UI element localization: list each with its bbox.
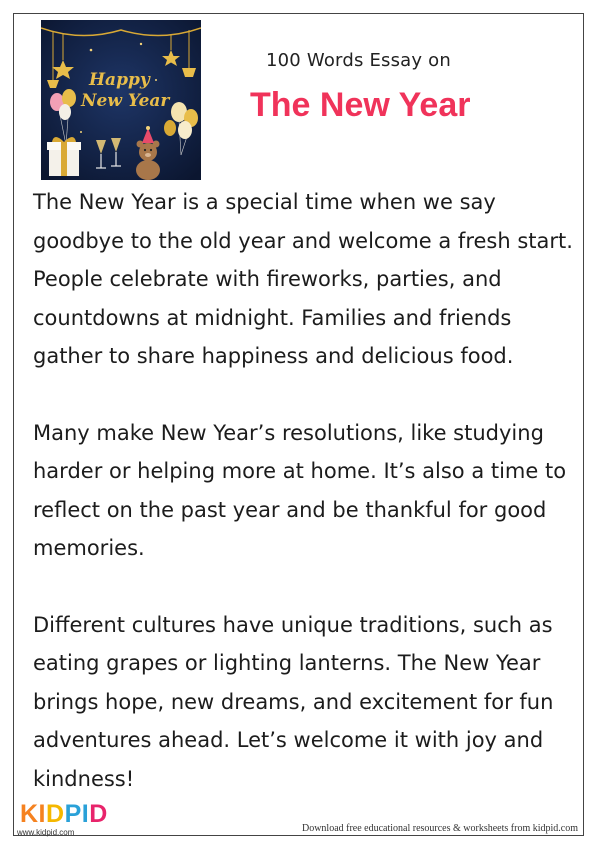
kidpid-logo[interactable]: [20, 802, 108, 827]
essay-paragraph: Different cultures have unique traditions, such as eating grapes or lighting lanterns. The New Year brings hope, new dreams, and excitement for fun adventures ahead. Let’s welcome it with joy and kindness!: [33, 612, 554, 791]
greeting-line1: Happy: [89, 70, 150, 90]
logo-url[interactable]: www.kidpid.com: [17, 828, 75, 837]
logo-part: KI: [20, 800, 46, 828]
essay-body: [33, 183, 573, 836]
essay-subtitle: 100 Words Essay on: [266, 50, 451, 71]
essay-paragraph: The New Year is a special time when we say goodbye to the old year and welcome a fresh start. People celebrate with fireworks, parties, and countdowns at midnight. Families and friends gather to share happiness and delicious food.: [33, 190, 573, 368]
logo-part: D: [89, 800, 108, 828]
new-year-celebration-icon: [41, 20, 201, 180]
essay-title: The New Year: [250, 86, 471, 124]
footer-note: Download free educational resources & worksheets from kidpid.com: [301, 823, 578, 834]
new-year-illustration: [41, 20, 201, 180]
essay-paragraph: Many make New Year’s resolutions, like studying harder or helping more at home. It’s also a time to reflect on the past year and be thankful for good memories.: [33, 420, 567, 560]
logo-part: D: [46, 800, 65, 828]
greeting-line2: New Year: [81, 91, 170, 111]
logo-part: PI: [64, 800, 90, 828]
